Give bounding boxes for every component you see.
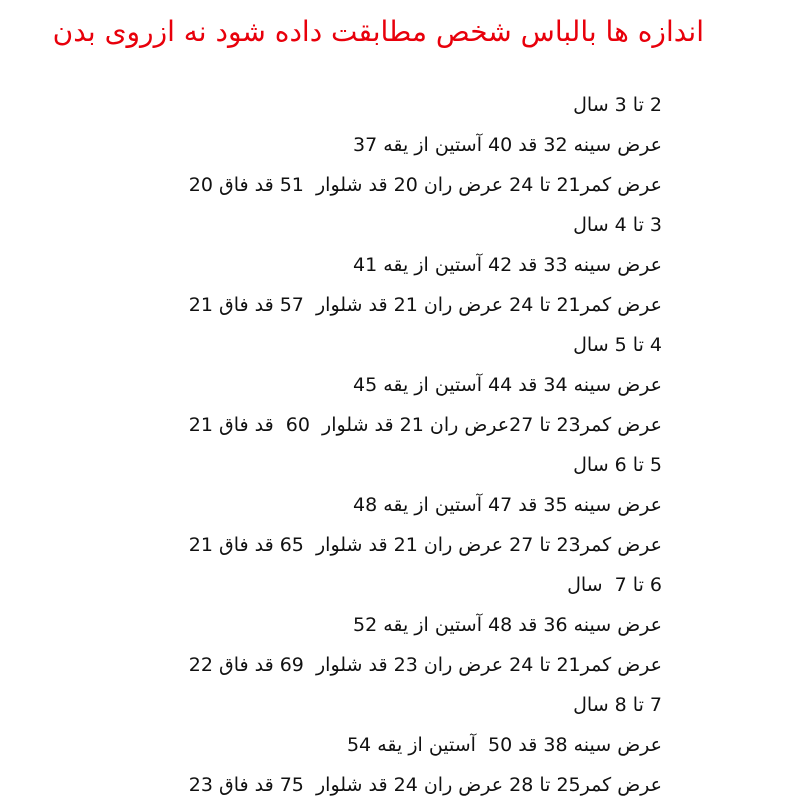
size-top-measurements: عرض سینه 34 قد 44 آستین از یقه 45	[353, 374, 662, 396]
page-title: اندازه ها بالباس شخص مطابقت داده شود نه ازروی بدن	[52, 15, 704, 48]
size-bottom-measurements: عرض کمر23 تا 27عرض ران 21 قد شلوار 60 قد فاق 21	[188, 414, 662, 436]
size-age-label: 2 تا 3 سال	[573, 94, 662, 116]
size-bottom-measurements: عرض کمر23 تا 27 عرض ران 21 قد شلوار 65 قد فاق 21	[188, 534, 662, 556]
size-top-measurements: عرض سینه 38 قد 50 آستین از یقه 54	[346, 734, 662, 756]
size-age-label: 4 تا 5 سال	[573, 334, 662, 356]
size-age-label: 6 تا 7 سال	[567, 574, 662, 596]
size-bottom-measurements: عرض کمر25 تا 28 عرض ران 24 قد شلوار 75 قد فاق 23	[188, 774, 662, 796]
size-age-label: 3 تا 4 سال	[573, 214, 662, 236]
size-top-measurements: عرض سینه 36 قد 48 آستین از یقه 52	[353, 614, 662, 636]
size-bottom-measurements: عرض کمر21 تا 24 عرض ران 23 قد شلوار 69 قد فاق 22	[188, 654, 662, 676]
size-bottom-measurements: عرض کمر21 تا 24 عرض ران 21 قد شلوار 57 قد فاق 21	[188, 294, 662, 316]
size-bottom-measurements: عرض کمر21 تا 24 عرض ران 20 قد شلوار 51 قد فاق 20	[188, 174, 662, 196]
size-top-measurements: عرض سینه 35 قد 47 آستین از یقه 48	[353, 494, 662, 516]
size-top-measurements: عرض سینه 32 قد 40 آستین از یقه 37	[353, 134, 662, 156]
size-top-measurements: عرض سینه 33 قد 42 آستین از یقه 41	[353, 254, 662, 276]
size-age-label: 5 تا 6 سال	[573, 454, 662, 476]
size-age-label: 7 تا 8 سال	[573, 694, 662, 716]
